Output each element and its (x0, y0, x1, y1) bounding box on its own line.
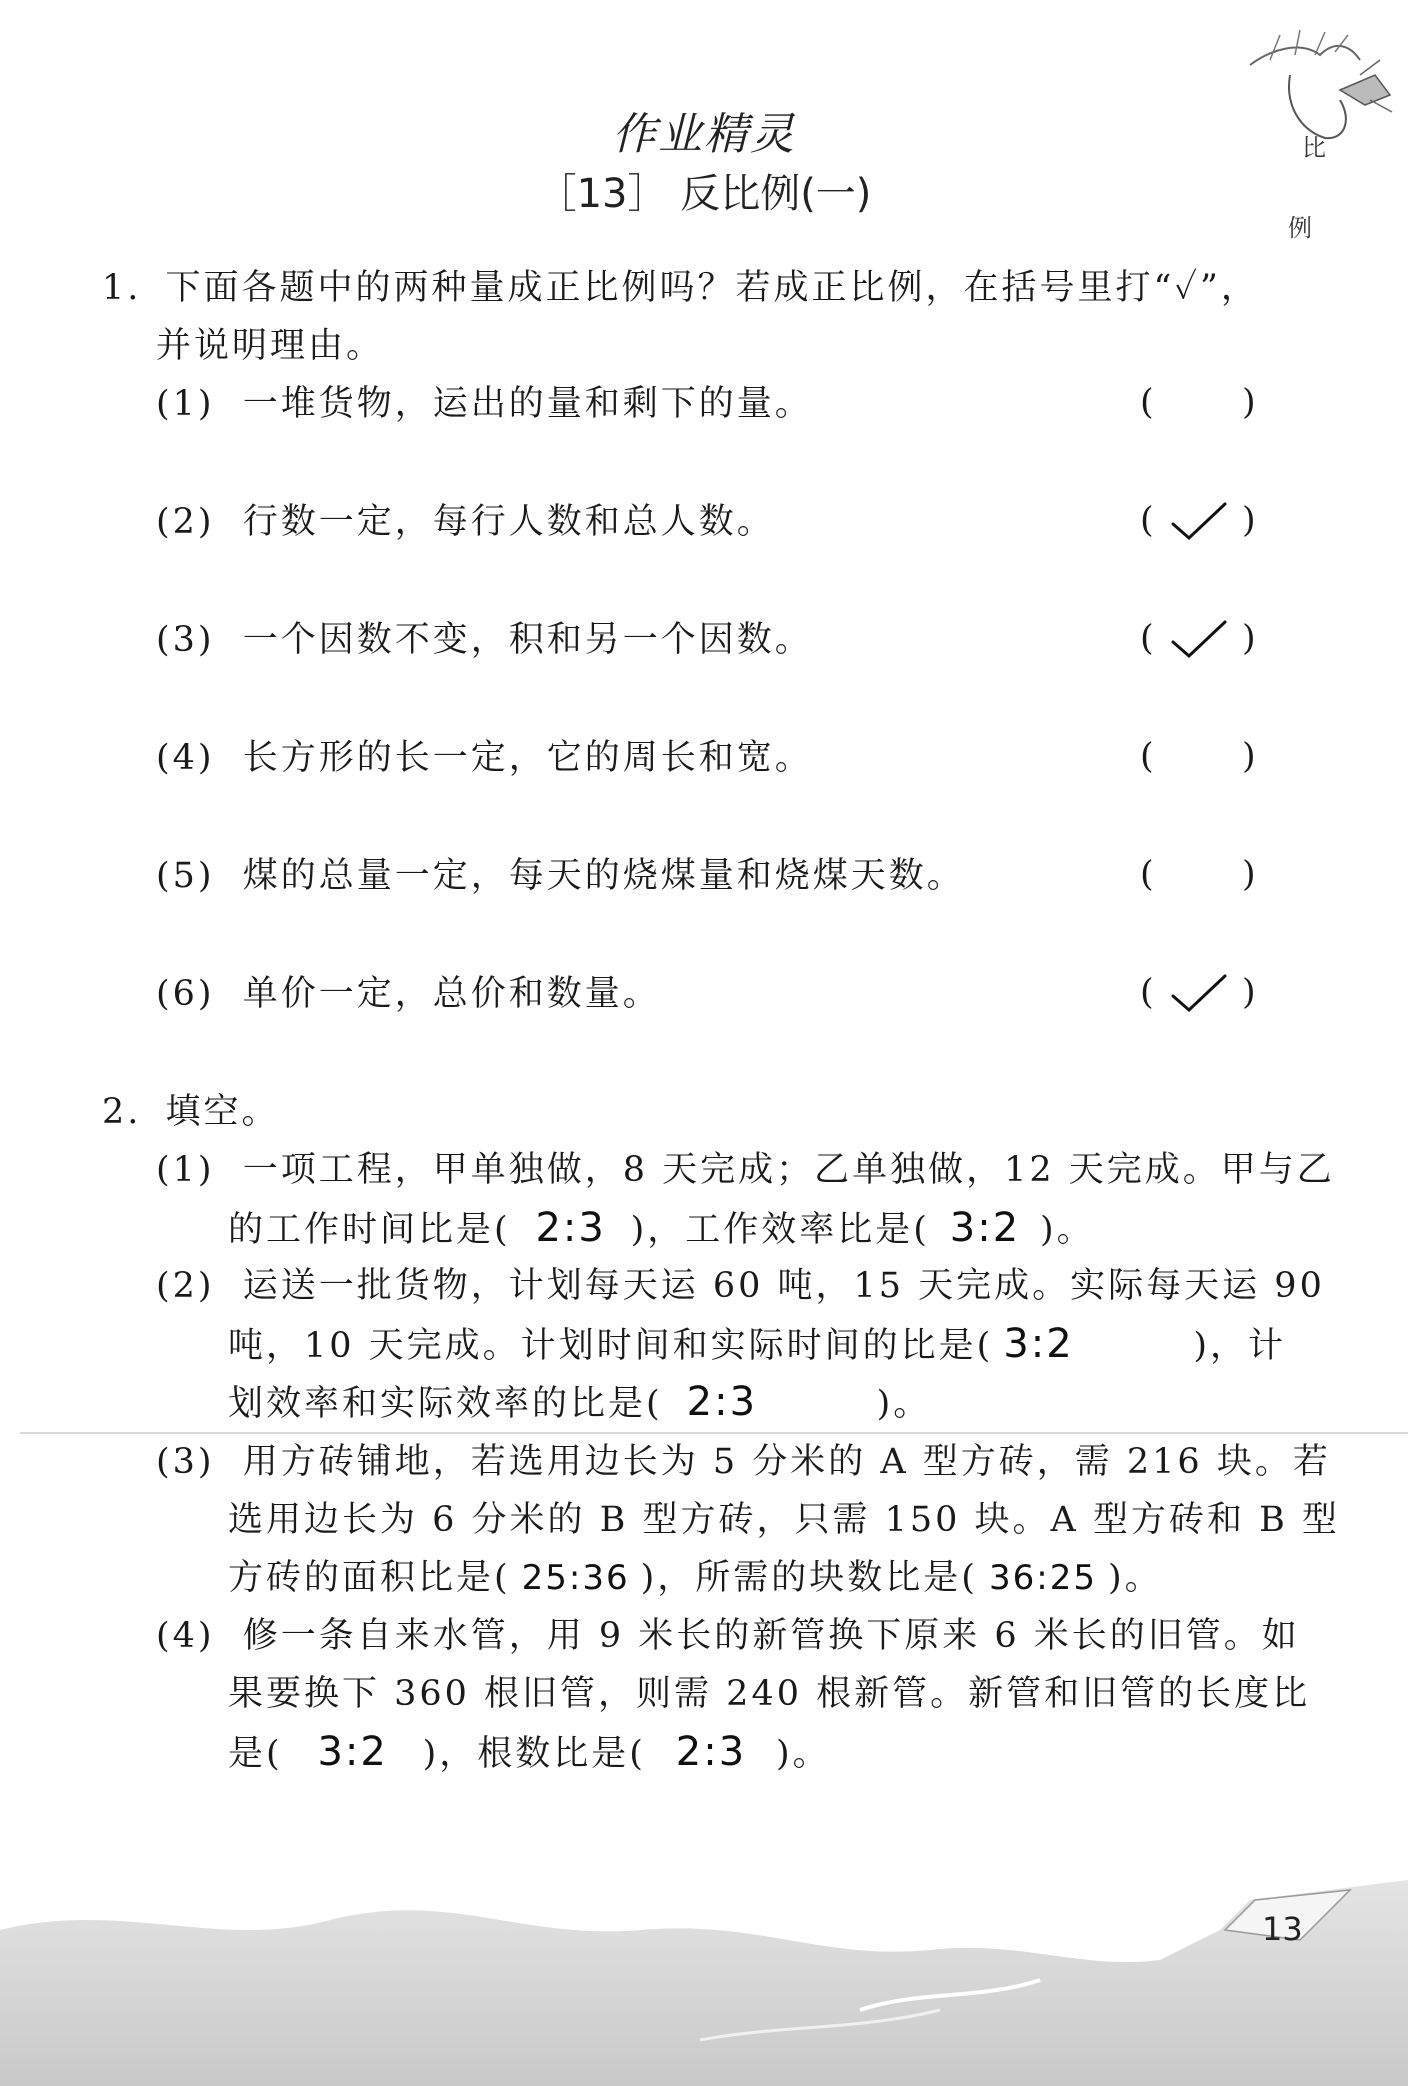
paren-close: ) (1241, 382, 1256, 423)
q1-item-6-answer-box[interactable] (1140, 972, 1256, 1016)
answer-blank[interactable]: 3:2 (317, 1729, 388, 1775)
q1-item-label: (4) (156, 738, 215, 778)
checkmark-icon (1165, 972, 1231, 1016)
paren-close: ) (1241, 618, 1256, 659)
q2-sub3-line3 (228, 1556, 1163, 1600)
text-fragment: )，工作效率比是( (630, 1210, 930, 1250)
paren-open: ( (1140, 854, 1154, 895)
q1-item-text: 单价一定，总价和数量。 (242, 974, 661, 1014)
q2-number: 2. (102, 1092, 142, 1132)
q1-number: 1. (102, 268, 142, 308)
paren-open: ( (1140, 500, 1154, 541)
answer-blank[interactable]: 2:3 (675, 1729, 747, 1775)
series-title: 作业精灵 (612, 109, 796, 160)
q2-sub-label: (2) (156, 1266, 215, 1306)
q1-item-6 (156, 972, 661, 1016)
q1-item-5-answer-box[interactable] (1140, 854, 1256, 898)
q1-item-text: 一个因数不变，积和另一个因数。 (242, 620, 813, 660)
landscape-decoration (0, 1860, 1408, 2086)
checkmark-icon (1165, 618, 1231, 662)
text-fragment: )。 (1039, 1210, 1095, 1250)
side-char-1: 比 (1302, 134, 1326, 162)
q2-sub2-line3 (228, 1380, 931, 1426)
q1-item-1-answer-box[interactable] (1140, 382, 1256, 426)
text-fragment: 是( (228, 1734, 283, 1774)
q1-item-label: (1) (156, 384, 215, 424)
q2-stem-text: 填空。 (165, 1092, 280, 1132)
q2-sub1-line1 (156, 1148, 1335, 1192)
paren-close: ) (1241, 854, 1256, 895)
q2-sub4-line1 (156, 1614, 1300, 1658)
answer-blank[interactable]: 25:36 (521, 1558, 630, 1598)
q1-item-5 (156, 854, 965, 898)
q1-item-label: (5) (156, 856, 215, 896)
q1-stem-line1 (102, 266, 1259, 310)
q1-item-label: (2) (156, 502, 215, 542)
q2-sub3-line1 (156, 1440, 1331, 1484)
q1-item-text: 一堆货物，运出的量和剩下的量。 (242, 384, 813, 424)
q1-stem-line2: 并说明理由。 (156, 326, 385, 366)
q1-item-text: 行数一定，每行人数和总人数。 (242, 502, 775, 542)
text-fragment: 的工作时间比是( (228, 1210, 511, 1250)
q2-sub-label: (4) (156, 1616, 215, 1656)
q2-stem (102, 1090, 280, 1134)
q1-item-4 (156, 736, 813, 780)
q2-sub2-text: 运送一批货物，计划每天运 60 吨，15 天完成。实际每天运 90 (242, 1266, 1325, 1306)
paren-open: ( (1140, 382, 1154, 423)
text-fragment: )，所需的块数比是( (640, 1558, 978, 1598)
text-fragment: )。 (876, 1384, 932, 1424)
text-fragment: )。 (1107, 1558, 1163, 1598)
q2-sub4-line2: 果要换下 360 根旧管，则需 240 根新管。新管和旧管的长度比 (228, 1674, 1311, 1714)
text-fragment: 吨，10 天完成。计划时间和实际时间的比是( (228, 1326, 994, 1366)
q1-item-text: 煤的总量一定，每天的烧煤量和烧煤天数。 (242, 856, 965, 896)
q1-item-1 (156, 382, 813, 426)
q2-sub4-line3 (228, 1730, 831, 1776)
q2-sub3-text: 用方砖铺地，若选用边长为 5 分米的 A 型方砖，需 216 块。若 (242, 1442, 1331, 1482)
q1-item-2 (156, 500, 775, 544)
q1-item-3-answer-box[interactable] (1140, 618, 1256, 662)
q2-sub1-text: 一项工程，甲单独做，8 天完成；乙单独做，12 天完成。甲与乙 (242, 1150, 1335, 1190)
paren-close: ) (1241, 500, 1256, 541)
text-fragment: 方砖的面积比是( (228, 1558, 511, 1598)
q1-item-label: (6) (156, 974, 215, 1014)
q2-sub-label: (3) (156, 1442, 215, 1482)
q1-item-4-answer-box[interactable] (1140, 736, 1256, 780)
answer-blank[interactable]: 2:3 (686, 1379, 758, 1425)
text-fragment: )。 (775, 1734, 831, 1774)
lesson-title: ［13］ 反比例(一) (536, 171, 872, 217)
text-fragment: )，根数比是( (422, 1734, 646, 1774)
q2-sub2-line1 (156, 1264, 1325, 1308)
paren-close: ) (1241, 972, 1256, 1013)
q1-item-text: 长方形的长一定，它的周长和宽。 (242, 738, 813, 778)
answer-blank[interactable]: 36:25 (988, 1558, 1097, 1598)
paren-open: ( (1140, 972, 1154, 1013)
q1-stem-text: 下面各题中的两种量成正比例吗？若成正比例，在括号里打“✓”， (165, 268, 1259, 308)
answer-blank[interactable]: 3:2 (949, 1205, 1021, 1251)
q1-item-label: (3) (156, 620, 215, 660)
paren-open: ( (1140, 736, 1154, 777)
paren-open: ( (1140, 618, 1154, 659)
side-char-2: 例 (1288, 214, 1312, 242)
paren-close: ) (1241, 736, 1256, 777)
page-number: 13 (1262, 1910, 1303, 1948)
q1-item-3 (156, 618, 813, 662)
q2-sub1-line2 (228, 1206, 1095, 1252)
checkmark-icon (1165, 500, 1231, 544)
text-fragment: )，计 (1193, 1326, 1286, 1366)
q2-sub2-line2 (228, 1322, 1286, 1368)
q2-sub3-line2: 选用边长为 6 分米的 B 型方砖，只需 150 块。A 型方砖和 B 型 (228, 1500, 1340, 1540)
text-fragment: 划效率和实际效率的比是( (228, 1384, 663, 1424)
answer-blank[interactable]: 3:2 (1003, 1321, 1074, 1367)
answer-blank[interactable]: 2:3 (535, 1205, 606, 1251)
q1-item-2-answer-box[interactable] (1140, 500, 1256, 544)
scan-fold-line (20, 1432, 1408, 1434)
q2-sub-label: (1) (156, 1150, 215, 1190)
q2-sub4-text: 修一条自来水管，用 9 米长的新管换下原来 6 米长的旧管。如 (242, 1616, 1300, 1656)
